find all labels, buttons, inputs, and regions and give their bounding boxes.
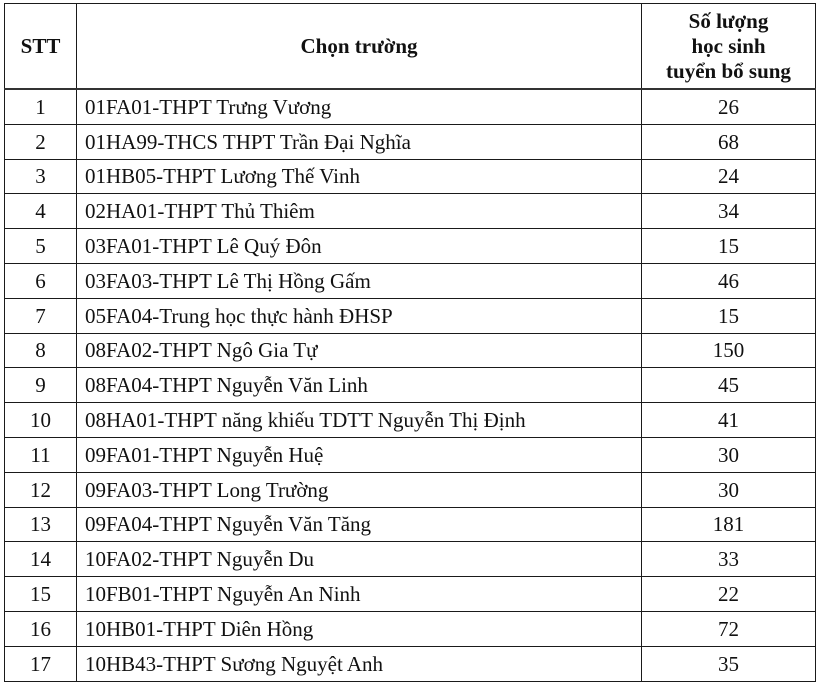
- row-student-count: 15: [642, 298, 816, 333]
- school-quota-table-container: [4, 3, 816, 682]
- row-student-count: 24: [642, 159, 816, 194]
- table-row: [5, 229, 816, 264]
- table-row: [5, 611, 816, 646]
- row-school-name: 03FA03-THPT Lê Thị Hồng Gấm: [77, 263, 642, 298]
- row-student-count: 68: [642, 124, 816, 159]
- row-stt: 1: [5, 89, 77, 124]
- row-school-name: 09FA04-THPT Nguyễn Văn Tăng: [77, 507, 642, 542]
- row-student-count: 150: [642, 333, 816, 368]
- row-stt: 14: [5, 542, 77, 577]
- header-school-name: Chọn trường: [77, 4, 642, 90]
- row-student-count: 30: [642, 472, 816, 507]
- row-school-name: 01HA99-THCS THPT Trần Đại Nghĩa: [77, 124, 642, 159]
- row-student-count: 33: [642, 542, 816, 577]
- row-stt: 6: [5, 263, 77, 298]
- table-row: [5, 507, 816, 542]
- row-school-name: 10FA02-THPT Nguyễn Du: [77, 542, 642, 577]
- table-row: [5, 89, 816, 124]
- table-row: [5, 403, 816, 438]
- row-stt: 10: [5, 403, 77, 438]
- table-body: [5, 89, 816, 681]
- row-stt: 5: [5, 229, 77, 264]
- row-student-count: 34: [642, 194, 816, 229]
- row-stt: 12: [5, 472, 77, 507]
- table-row: [5, 298, 816, 333]
- row-school-name: 10HB43-THPT Sương Nguyệt Anh: [77, 646, 642, 681]
- row-school-name: 01HB05-THPT Lương Thế Vinh: [77, 159, 642, 194]
- row-student-count: 15: [642, 229, 816, 264]
- row-school-name: 10FB01-THPT Nguyễn An Ninh: [77, 577, 642, 612]
- table-row: [5, 472, 816, 507]
- school-quota-table: [4, 3, 816, 682]
- row-student-count: 22: [642, 577, 816, 612]
- table-row: [5, 646, 816, 681]
- header-count-line-1: Số lượng: [688, 8, 769, 33]
- row-stt: 9: [5, 368, 77, 403]
- row-school-name: 08HA01-THPT năng khiếu TDTT Nguyễn Thị Định: [77, 403, 642, 438]
- row-stt: 2: [5, 124, 77, 159]
- table-row: [5, 333, 816, 368]
- row-school-name: 08FA04-THPT Nguyễn Văn Linh: [77, 368, 642, 403]
- row-student-count: 181: [642, 507, 816, 542]
- row-stt: 17: [5, 646, 77, 681]
- table-row: [5, 368, 816, 403]
- row-school-name: 09FA01-THPT Nguyễn Huệ: [77, 437, 642, 472]
- row-school-name: 08FA02-THPT Ngô Gia Tự: [77, 333, 642, 368]
- row-stt: 11: [5, 437, 77, 472]
- header-count-line-2: học sinh: [691, 33, 766, 58]
- row-stt: 8: [5, 333, 77, 368]
- row-stt: 16: [5, 611, 77, 646]
- row-school-name: 05FA04-Trung học thực hành ĐHSP: [77, 298, 642, 333]
- header-count-line-3: tuyển bổ sung: [666, 58, 791, 83]
- row-school-name: 03FA01-THPT Lê Quý Đôn: [77, 229, 642, 264]
- table-row: [5, 194, 816, 229]
- header-additional-students: [642, 4, 816, 90]
- row-student-count: 45: [642, 368, 816, 403]
- row-student-count: 46: [642, 263, 816, 298]
- row-student-count: 26: [642, 89, 816, 124]
- row-stt: 13: [5, 507, 77, 542]
- table-row: [5, 542, 816, 577]
- table-row: [5, 159, 816, 194]
- row-stt: 7: [5, 298, 77, 333]
- row-student-count: 30: [642, 437, 816, 472]
- header-row: [5, 4, 816, 90]
- table-row: [5, 577, 816, 612]
- table-row: [5, 124, 816, 159]
- row-stt: 4: [5, 194, 77, 229]
- row-student-count: 41: [642, 403, 816, 438]
- row-student-count: 72: [642, 611, 816, 646]
- table-row: [5, 263, 816, 298]
- row-school-name: 10HB01-THPT Diên Hồng: [77, 611, 642, 646]
- row-school-name: 01FA01-THPT Trưng Vương: [77, 89, 642, 124]
- row-school-name: 02HA01-THPT Thủ Thiêm: [77, 194, 642, 229]
- table-header: [5, 4, 816, 90]
- row-student-count: 35: [642, 646, 816, 681]
- row-stt: 15: [5, 577, 77, 612]
- header-stt: STT: [5, 4, 77, 90]
- table-row: [5, 437, 816, 472]
- row-stt: 3: [5, 159, 77, 194]
- row-school-name: 09FA03-THPT Long Trường: [77, 472, 642, 507]
